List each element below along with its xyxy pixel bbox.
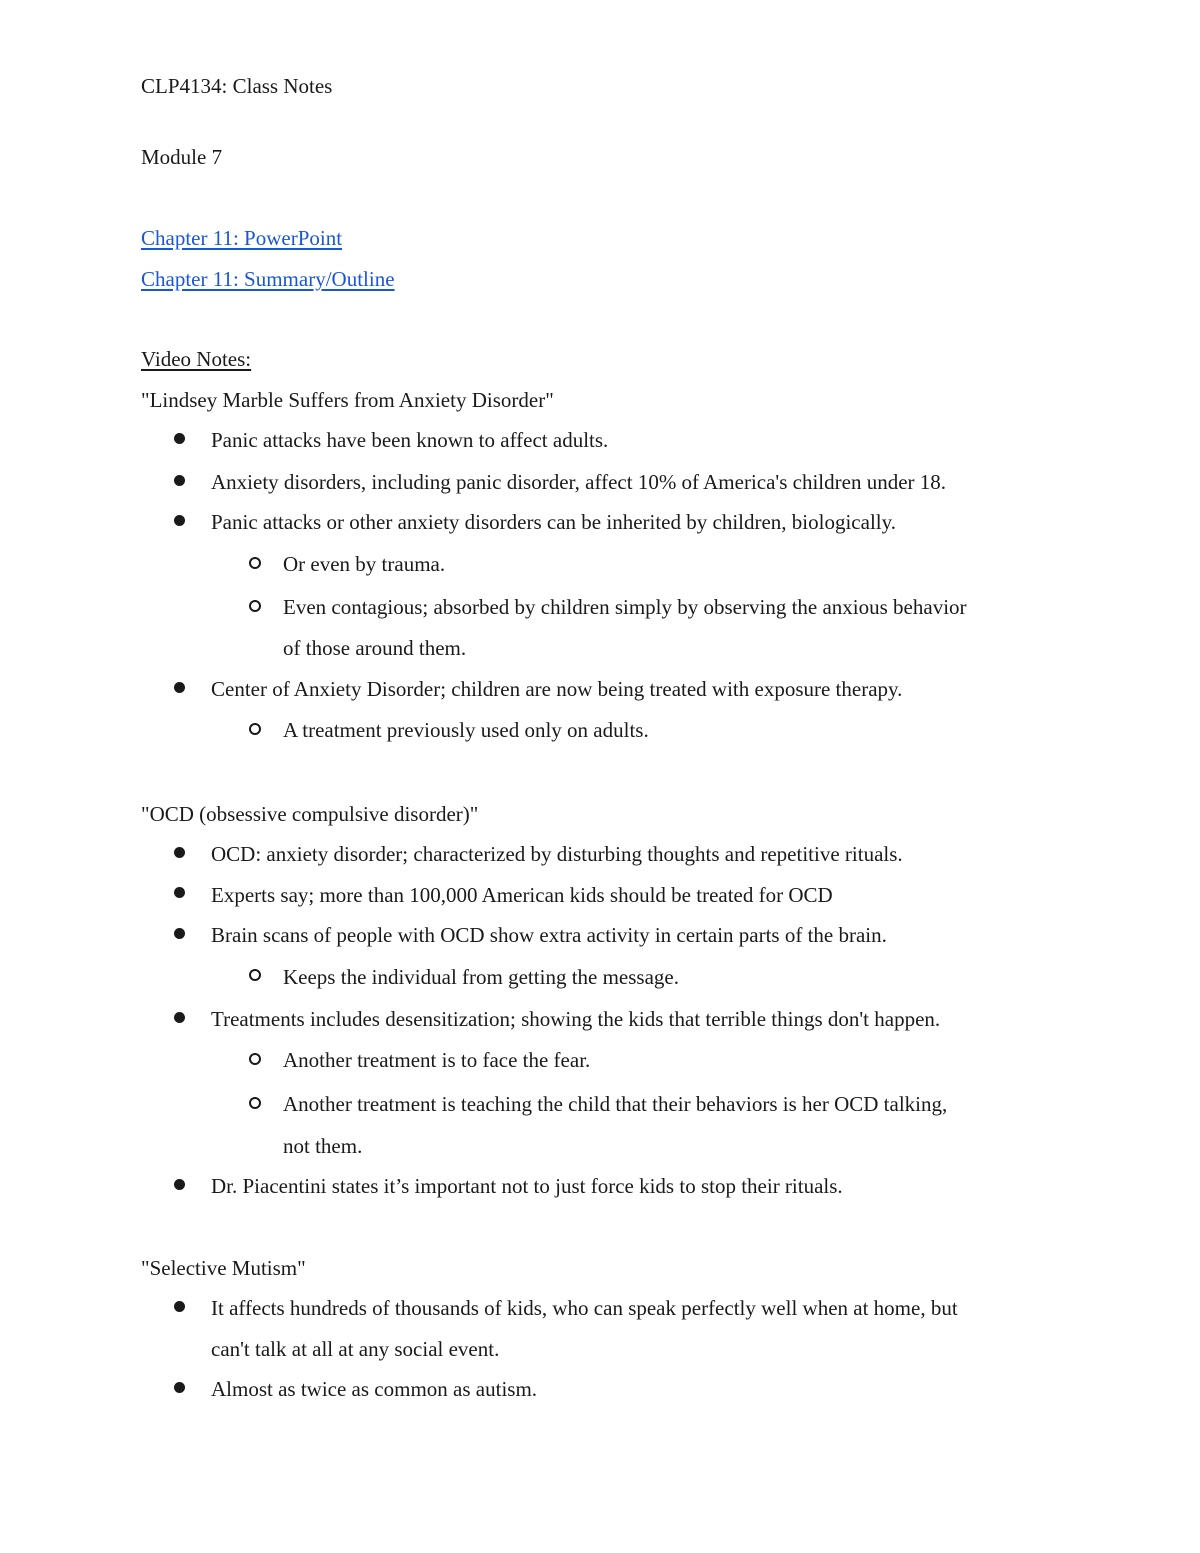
list-item: Treatments includes desensitization; showing the kids that terrible things don't happen. bbox=[211, 1007, 941, 1031]
list-item: Panic attacks or other anxiety disorders can be inherited by children, biologically. bbox=[211, 510, 897, 534]
list-item: Panic attacks have been known to affect adults. bbox=[211, 428, 609, 452]
bullet-icon bbox=[174, 1179, 185, 1190]
sub-list-item: A treatment previously used only on adults. bbox=[283, 718, 649, 742]
section-title: "Lindsey Marble Suffers from Anxiety Disorder" bbox=[141, 388, 554, 412]
sub-list-item: Keeps the individual from getting the message. bbox=[283, 965, 679, 989]
chapter-summary-link[interactable]: Chapter 11: Summary/Outline bbox=[141, 267, 395, 291]
section-title: "OCD (obsessive compulsive disorder)" bbox=[141, 802, 479, 826]
bullet-icon bbox=[174, 475, 185, 486]
circle-bullet-icon bbox=[249, 723, 261, 735]
bullet-icon bbox=[174, 928, 185, 939]
sub-list-item: Another treatment is teaching the child that their behaviors is her OCD talking, bbox=[283, 1092, 948, 1116]
bullet-icon bbox=[174, 847, 185, 858]
sub-list-item-continued: not them. bbox=[283, 1134, 363, 1158]
sub-list-item: Or even by trauma. bbox=[283, 552, 446, 576]
circle-bullet-icon bbox=[249, 969, 261, 981]
list-item-continued: can't talk at all at any social event. bbox=[211, 1337, 500, 1361]
list-item: Almost as twice as common as autism. bbox=[211, 1377, 538, 1401]
bullet-icon bbox=[174, 433, 185, 444]
bullet-icon bbox=[174, 1012, 185, 1023]
circle-bullet-icon bbox=[249, 1097, 261, 1109]
list-item: Brain scans of people with OCD show extra activity in certain parts of the brain. bbox=[211, 923, 887, 947]
video-notes-heading: Video Notes: bbox=[141, 347, 252, 371]
list-item: OCD: anxiety disorder; characterized by disturbing thoughts and repetitive rituals. bbox=[211, 842, 903, 866]
bullet-icon bbox=[174, 1382, 185, 1393]
sub-list-item: Even contagious; absorbed by children simply by observing the anxious behavior bbox=[283, 595, 967, 619]
bullet-icon bbox=[174, 1301, 185, 1312]
sub-list-item-continued: of those around them. bbox=[283, 636, 467, 660]
list-item: Experts say; more than 100,000 American kids should be treated for OCD bbox=[211, 883, 833, 907]
section-title: "Selective Mutism" bbox=[141, 1256, 306, 1280]
circle-bullet-icon bbox=[249, 1053, 261, 1065]
list-item: Anxiety disorders, including panic disorder, affect 10% of America's children under 18. bbox=[211, 470, 947, 494]
bullet-icon bbox=[174, 515, 185, 526]
sub-list-item: Another treatment is to face the fear. bbox=[283, 1048, 591, 1072]
list-item: Dr. Piacentini states it’s important not to just force kids to stop their rituals. bbox=[211, 1174, 843, 1198]
circle-bullet-icon bbox=[249, 557, 261, 569]
list-item: It affects hundreds of thousands of kids, who can speak perfectly well when at home, but bbox=[211, 1296, 958, 1320]
bullet-icon bbox=[174, 887, 185, 898]
list-item: Center of Anxiety Disorder; children are now being treated with exposure therapy. bbox=[211, 677, 903, 701]
circle-bullet-icon bbox=[249, 600, 261, 612]
course-title: CLP4134: Class Notes bbox=[141, 74, 333, 98]
chapter-powerpoint-link[interactable]: Chapter 11: PowerPoint bbox=[141, 226, 343, 250]
bullet-icon bbox=[174, 682, 185, 693]
module-title: Module 7 bbox=[141, 145, 223, 169]
